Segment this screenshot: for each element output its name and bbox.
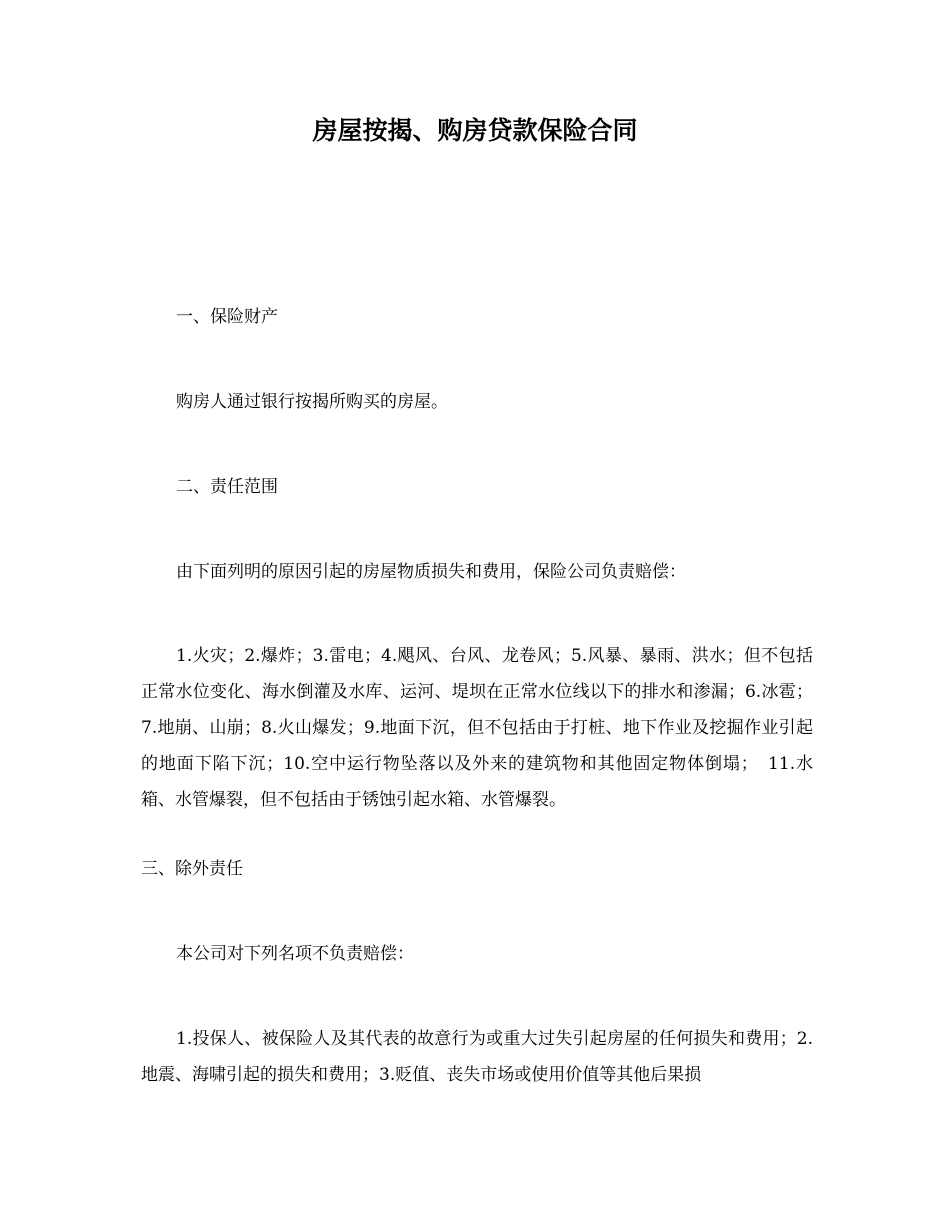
section3-items: 1.投保人、被保险人及其代表的故意行为或重大过失引起房屋的任何损失和费用；2.地震、海啸引起的损失和费用；3.贬值、丧失市场或使用价值等其他后果损 bbox=[141, 1029, 813, 1085]
section1-body: 购房人通过银行按揭所购买的房屋。 bbox=[176, 392, 448, 412]
section3-heading: 三、除外责任 bbox=[141, 859, 243, 879]
section2-items: 1.火灾；2.爆炸；3.雷电；4.飓风、台风、龙卷风；5.风暴、暴雨、洪水；但不包括正常水位变化、海水倒灌及水库、运河、堤坝在正常水位线以下的排水和渗漏；6.冰雹；7.地崩、山崩；8.火山爆发；9.地面下沉，但不包括由于打桩、地下作业及挖掘作业引起的地面下陷下沉；10.空中运行物坠落以及外来的建筑物和其他固定物体倒塌； 11.水箱、水管爆裂，但不包括由于锈蚀引起水箱、水管爆裂。 bbox=[141, 646, 813, 810]
section3-intro: 本公司对下列名项不负责赔偿： bbox=[176, 944, 414, 964]
section2-intro: 由下面列明的原因引起的房屋物质损失和费用，保险公司负责赔偿： bbox=[176, 562, 686, 582]
section1-heading: 一、保险财产 bbox=[176, 307, 278, 327]
section2-heading: 二、责任范围 bbox=[176, 477, 278, 497]
document-title: 房屋按揭、购房贷款保险合同 bbox=[312, 116, 638, 145]
